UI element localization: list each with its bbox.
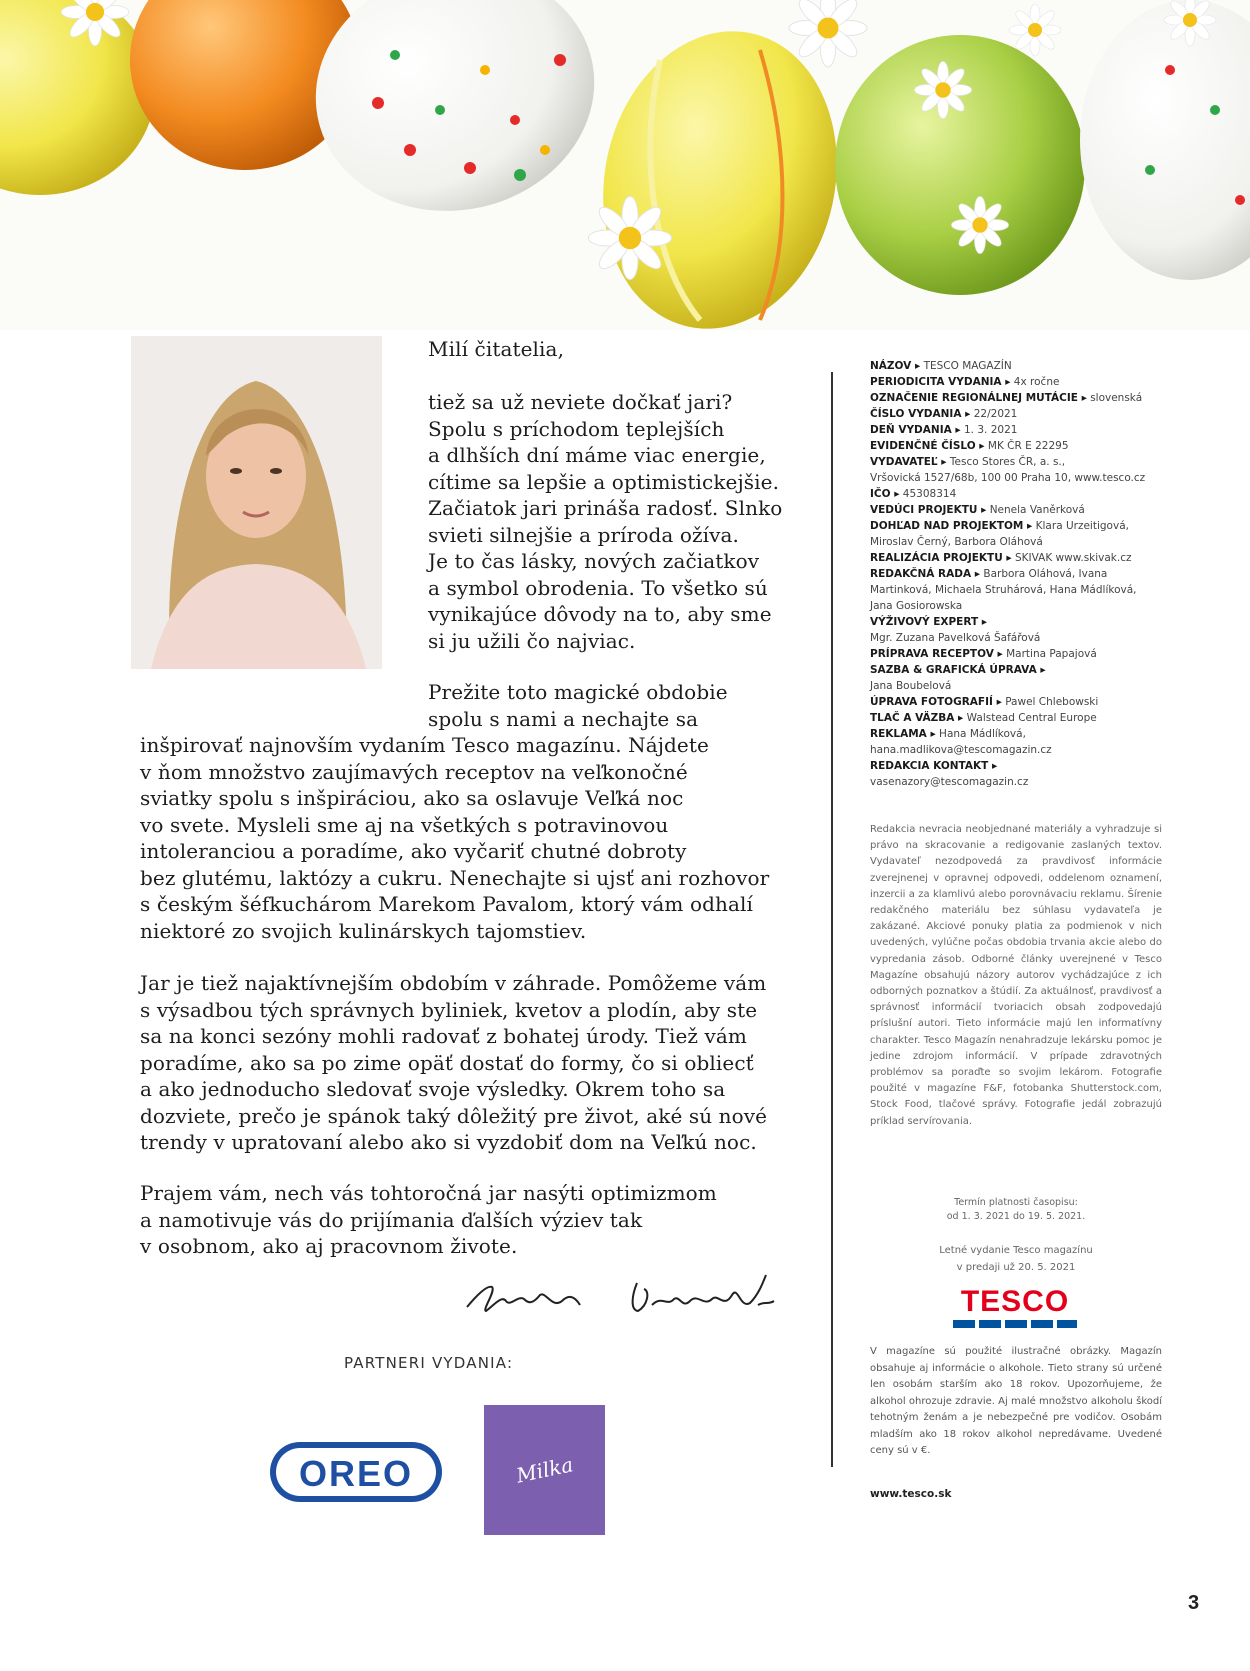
column-divider — [831, 372, 833, 1467]
letter-greeting: Milí čitatelia, — [428, 337, 565, 361]
imprint-row — [870, 566, 1170, 614]
tesco-logo-text: TESCO — [960, 1285, 1070, 1318]
letter-paragraph-magazine-start: Prežite toto magické obdobie spolu s nami a nechajte sa — [428, 680, 728, 731]
letter-paragraph-intro: tiež sa už neviete dočkať jari? Spolu s príchodom teplejších a dlhších dní máme viac energie, cítime sa lepšie a optimistickejšie. Začiatok jari prináša radosť. Slnko svieti silnejšie a príroda ožíva. Je to čas lásky, nových začiatkov a symbol obrodenia. To všetko sú vynikajúce dôvody na to, aby sme si ju užili čo najviac. — [428, 390, 783, 653]
imprint-row — [870, 694, 1170, 710]
imprint-label: PRÍPRAVA RECEPTOV ▸ — [870, 648, 1003, 660]
imprint-label: ČÍSLO VYDANIA ▸ — [870, 408, 971, 420]
easter-eggs-hero-image — [0, 0, 1250, 330]
imprint-row — [870, 486, 1170, 502]
milka-logo — [484, 1405, 605, 1535]
imprint-row — [870, 438, 1170, 454]
letter-paragraph-closing: Prajem vám, nech vás tohtoročná jar nasýti optimizmom a namotivuje vás do prijímania ďalších výziev tak v osobnom, ako aj pracovnom živote. — [140, 1181, 717, 1258]
imprint-row — [870, 646, 1170, 662]
imprint-label: NÁZOV ▸ — [870, 360, 921, 372]
oreo-logo-text: OREO — [298, 1453, 414, 1494]
imprint-label: EVIDENČNÉ ČÍSLO ▸ — [870, 440, 985, 452]
imprint-value: TESCO MAGAZÍN — [920, 360, 1012, 372]
imprint-row — [870, 726, 1170, 758]
imprint-list — [870, 358, 1170, 790]
imprint-row — [870, 358, 1170, 374]
imprint-label: DOHĽAD NAD PROJEKTOM ▸ — [870, 520, 1033, 532]
imprint-label: OZNAČENIE REGIONÁLNEJ MUTÁCIE ▸ — [870, 392, 1087, 404]
imprint-label: VÝŽIVOVÝ EXPERT ▸ — [870, 616, 988, 628]
tesco-logo-stripes — [953, 1320, 1077, 1328]
imprint-value: SKIVAK www.skivak.cz — [1011, 552, 1132, 564]
imprint-label: REDAKČNÁ RADA ▸ — [870, 568, 981, 580]
editorial-disclaimer: Redakcia nevracia neobjednané materiály a vyhradzuje si právo na skracovanie a redigovanie zaslaných textov. Vydavateľ nezodpovedá za pravdivosť informácie zverejnenej v opravnej odpovedi, oddelenom oznamení, inzercii a za klamlivú alebo porovnávaciu reklamu. Šírenie redakčného materiálu bez súhlasu vydavateľa je zakázané. Akciové ponuky platia za podmienok v nich uvedených, vylúčne počas obdobia trvania akcie alebo do vypredania zásob. Odborné články uverejnené v Tesco Magazíne obsahujú názory autorov vychádzajúce z ich odborných poznatkov a štúdií. Za aktuálnosť, pravdivosť a správnosť informácií tvoriacich obsah zodpovedajú príslušní autori. Tieto informácie majú len informatívny charakter. Tesco Magazín nenahradzuje lekársku pomoc je jedine zdrojom informácií. V prípade zdravotných problémov sa poraďte so svojim lekárom. Fotografie použité v magazíne F&F, fotobanka Shutterstock.com, Stock Food, tlačové správy. Fotografie jedál zobrazujú príklad servírovania. — [870, 824, 1162, 1127]
imprint-value: vasenazory@tescomagazin.cz — [870, 776, 1029, 788]
imprint-row — [870, 758, 1170, 790]
imprint-value: slovenská — [1086, 392, 1143, 404]
oreo-logo — [266, 1436, 446, 1511]
imprint-row — [870, 662, 1170, 694]
imprint-value: Tesco Stores ČR, a. s., Vršovická 1527/68b, 100 00 Praha 10, www.tesco.cz — [870, 456, 1146, 484]
imprint-value: Pawel Chlebowski — [1001, 696, 1099, 708]
imprint-value: Barbora Oláhová, Ivana Martinková, Michaela Struhárová, Hana Mádlíková, Jana Gosiorowska — [870, 568, 1137, 612]
imprint-value: Hana Mádlíková, hana.madlikova@tescomagazin.cz — [870, 728, 1052, 756]
imprint-value: Klara Urzeitigová, Miroslav Černý, Barbora Oláhová — [870, 520, 1129, 548]
imprint-label: VYDAVATEĽ ▸ — [870, 456, 947, 468]
imprint-row — [870, 374, 1170, 390]
imprint-label: IČO ▸ — [870, 488, 900, 500]
imprint-row — [870, 390, 1170, 406]
imprint-value: Nenela Vaněrková — [986, 504, 1085, 516]
imprint-label: DEŇ VYDANIA ▸ — [870, 424, 961, 436]
imprint-row — [870, 614, 1170, 646]
next-issue-note: Letné vydanie Tesco magazínu v predaji už 20. 5. 2021 — [939, 1245, 1093, 1273]
imprint-row — [870, 550, 1170, 566]
validity-note: Termín platnosti časopisu: od 1. 3. 2021 do 19. 5. 2021. — [946, 1197, 1086, 1222]
imprint-value: 4x ročne — [1010, 376, 1060, 388]
tesco-logo — [950, 1286, 1080, 1332]
editor-signature — [462, 1265, 802, 1325]
imprint-row — [870, 710, 1170, 726]
imprint-label: PERIODICITA VYDANIA ▸ — [870, 376, 1011, 388]
imprint-label: ÚPRAVA FOTOGRAFIÍ ▸ — [870, 696, 1002, 708]
letter-paragraph-garden: Jar je tiež najaktívnejším obdobím v záhrade. Pomôžeme vám s výsadbou tých správnych byliniek, kvetov a plodín, aby ste sa na konci sezóny mohli radovať z bohatej úrody. Tiež vám poradíme, ako sa po zime opäť dostať do formy, čo si obliecť a ako jednoducho sledovať svoje výsledky. Okrem toho sa dozviete, prečo je spánok taký dôležitý pre život, aké sú nové trendy v upratovaní alebo ako si vyzdobiť dom na Veľkú noc. — [140, 971, 768, 1154]
imprint-value: 45308314 — [899, 488, 957, 500]
imprint-row — [870, 502, 1170, 518]
letter-paragraph-magazine: inšpirovať najnovším vydaním Tesco magazínu. Nájdete v ňom množstvo zaujímavých receptov na veľkonočné sviatky spolu s inšpiráciou, ako sa oslavuje Veľká noc vo svete. Mysleli sme aj na všetkých s potravinovou intoleranciou a poradíme, ako vyčariť chutné dobroty bez glutému, laktózy a cukru. Nenechajte si ujsť ani rozhovor s českým šéfkuchárom Marekom Pavalom, ktorý vám odhalí niektoré zo svojich kulinárskych tajomstiev. — [140, 733, 770, 943]
imprint-row — [870, 454, 1170, 486]
website-link[interactable]: www.tesco.sk — [870, 1488, 952, 1500]
editor-portrait-photo — [131, 336, 382, 669]
imprint-row — [870, 518, 1170, 550]
alcohol-notice: V magazíne sú použité ilustračné obrázky. Magazín obsahuje aj informácie o alkohole. Tieto strany sú určené len osobám starším ako 18 rokov. Upozorňujeme, že alkohol ohrozuje zdravie. Aj malé množstvo alkoholu škodí tehotným ženám a je nebezpečné pre vodičov. Osobám mladším ako 18 rokov alkohol nepredávame. Uvedené ceny sú v €. — [870, 1346, 1162, 1456]
imprint-row — [870, 406, 1170, 422]
imprint-label: REALIZÁCIA PROJEKTU ▸ — [870, 552, 1012, 564]
imprint-label: SAZBA & GRAFICKÁ ÚPRAVA ▸ — [870, 664, 1046, 676]
imprint-label: TLAČ A VÄZBA ▸ — [870, 712, 964, 724]
imprint-label: REKLAMA ▸ — [870, 728, 936, 740]
imprint-value: 1. 3. 2021 — [960, 424, 1018, 436]
partners-title: PARTNERI VYDANIA: — [344, 1354, 514, 1372]
page-number: 3 — [1188, 1592, 1200, 1614]
imprint-label: VEDÚCI PROJEKTU ▸ — [870, 504, 987, 516]
imprint-value: Jana Boubelová — [870, 680, 952, 692]
imprint-row — [870, 422, 1170, 438]
imprint-value: Mgr. Zuzana Pavelková Šafářová — [870, 632, 1041, 644]
imprint-label: REDAKCIA KONTAKT ▸ — [870, 760, 998, 772]
imprint-value: MK ČR E 22295 — [984, 440, 1069, 452]
imprint-value: 22/2021 — [970, 408, 1018, 420]
imprint-value: Martina Papajová — [1002, 648, 1097, 660]
milka-logo-text: Milka — [513, 1452, 576, 1488]
imprint-value: Walstead Central Europe — [963, 712, 1097, 724]
